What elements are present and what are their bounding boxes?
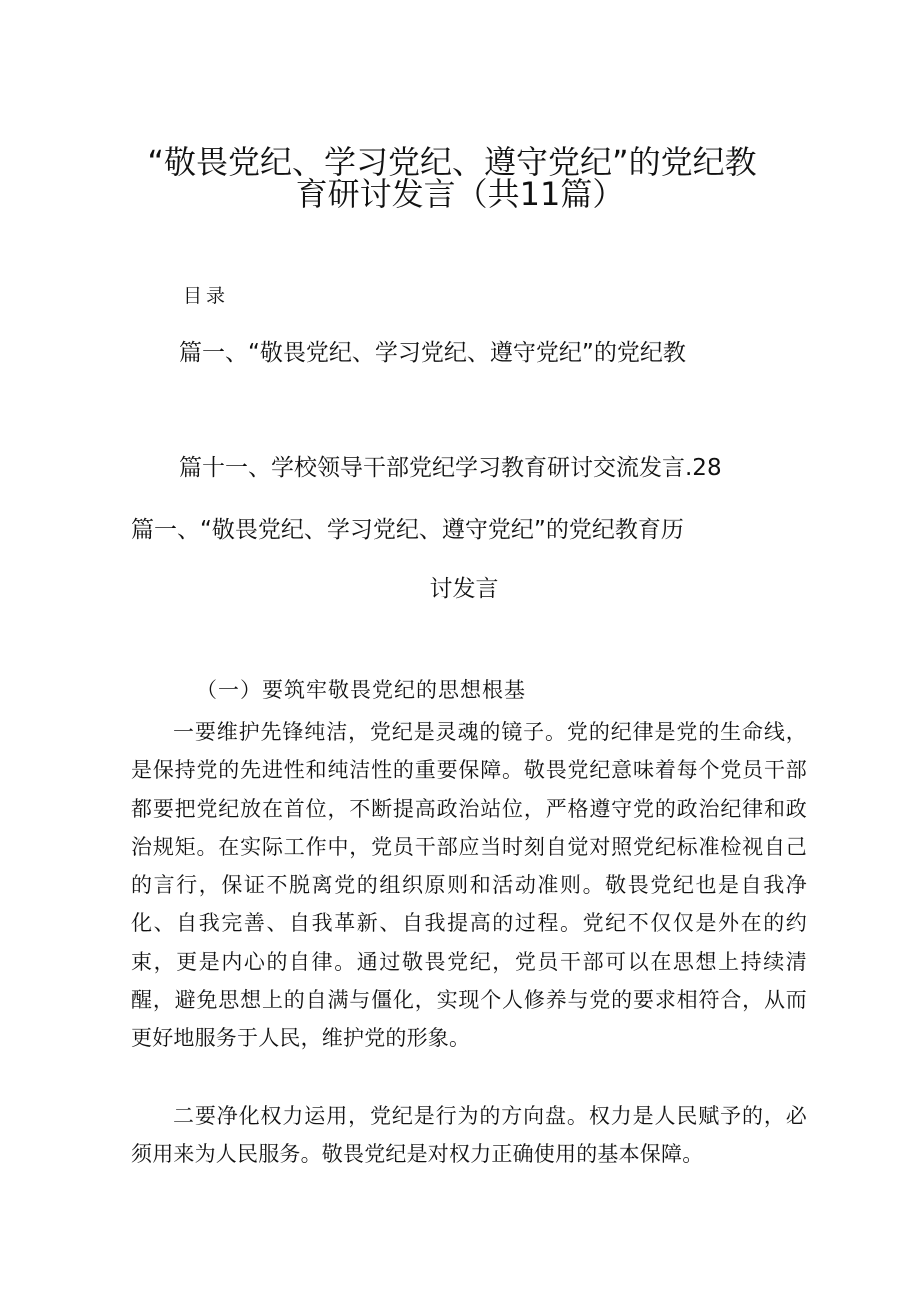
document-title-line-2: 育研讨发言（共11篇） <box>295 175 625 213</box>
section-heading-line-1: 篇一、“敬畏党纪、学习党纪、遵守党纪”的党纪教育历 <box>131 517 684 543</box>
body-paragraph-2: 二要净化权力运用，党纪是行为的方向盘。权力是人民赋予的，必须用来为人民服务。敬畏党纪是对权力正确使用的基本保障。 <box>131 1104 807 1167</box>
body-paragraph-1: 一要维护先锋纯洁，党纪是灵魂的镜子。党的纪律是党的生命线，是保持党的先进性和纯洁性的重要保障。敬畏党纪意味着每个党员干部都要把党纪放在首位，不断提高政治站位，严格遵守党的政治纪律和政治规矩。在实际工作中，党员干部应当时刻自觉对照党纪标准检视自己的言行，保证不脱离党的组织原则和活动准则。敬畏党纪也是自我净化、自我完善、自我革新、自我提高的过程。党纪不仅仅是外在的约束，更是内心的自律。通过敬畏党纪，党员干部可以在思想上持续清醒，避免思想上的自满与僵化，实现个人修养与党的要求相符合，从而更好地服务于人民，维护党的形象。 <box>131 720 807 1051</box>
document-title-line-1: “敬畏党纪、学习党纪、遵守党纪”的党纪教 <box>147 143 757 181</box>
section-subheading: （一）要筑牢敬畏党纪的思想根基 <box>196 678 526 702</box>
section-heading-line-2: 讨发言 <box>429 576 499 602</box>
toc-item-11[interactable]: 篇十一、学校领导干部党纪学习教育研讨交流发言.28 <box>179 455 722 481</box>
toc-item-1[interactable]: 篇一、“敬畏党纪、学习党纪、遵守党纪”的党纪教 <box>179 340 686 366</box>
toc-label: 目录 <box>183 285 230 307</box>
